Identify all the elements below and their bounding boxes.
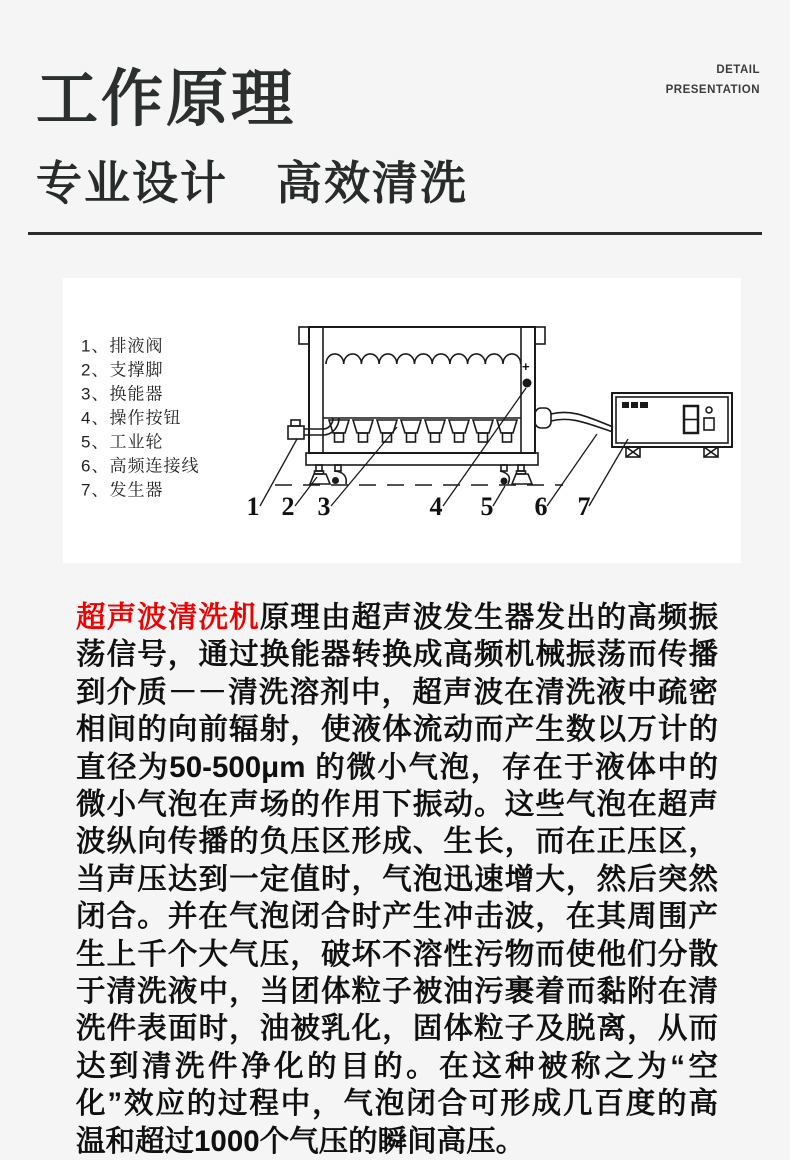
power-button-icon bbox=[704, 418, 714, 430]
paragraph-line: 达到清洗件净化的目的。在这种被称之为“空 bbox=[76, 1049, 718, 1083]
callout-6: 6 bbox=[534, 492, 548, 521]
tank-flange-left bbox=[299, 327, 309, 344]
generator-foot-left bbox=[626, 447, 640, 457]
legend-item-5: 5、工业轮 bbox=[81, 432, 164, 452]
paragraph-line: 直径为50-500μm 的微小气泡，存在于液体中的 bbox=[76, 750, 718, 784]
page-subtitle: 专业设计 高效清洗 bbox=[36, 157, 468, 209]
legend-item-1: 1、排液阀 bbox=[81, 336, 164, 356]
legend-item-3: 3、换能器 bbox=[81, 384, 164, 404]
plus-mark: + bbox=[522, 359, 530, 374]
paragraph-line: 相间的向前辐射，使液体流动而产生数以万计的 bbox=[76, 713, 718, 747]
indicator-lamp-icon bbox=[706, 407, 712, 413]
knob-icon bbox=[523, 379, 532, 388]
leader-lines bbox=[260, 388, 628, 506]
callout-7: 7 bbox=[577, 492, 591, 521]
paragraph-text: 原理由超声波发生器发出的高频振 bbox=[259, 601, 718, 634]
legend-item-4: 4、操作按钮 bbox=[81, 408, 182, 428]
corner-caption-line2: PRESENTATION bbox=[665, 84, 760, 96]
legend-item-6: 6、高频连接线 bbox=[81, 456, 200, 476]
ultrasonic-cleaner-diagram bbox=[63, 278, 741, 563]
paragraph-line: 闭合。并在气泡闭合时产生冲击波，在其周围产 bbox=[76, 900, 718, 934]
callout-5: 5 bbox=[480, 492, 494, 521]
generator-brand-mark bbox=[622, 402, 648, 408]
support-feet bbox=[310, 465, 532, 485]
paragraph-line: 荡信号，通过换能器转换成高频机械振荡而传播 bbox=[76, 638, 718, 672]
paragraph-line: 洗件表面时，油被乳化，固体粒子及脱离，从而 bbox=[76, 1012, 718, 1046]
highlight-term: 超声波清洗机 bbox=[76, 601, 260, 634]
paragraph-line: 波纵向传播的负压区形成、生长，而在正压区， bbox=[76, 825, 718, 859]
paragraph-line: 化”效应的过程中，气泡闭合可形成几百度的高 bbox=[76, 1087, 718, 1121]
paragraph-line: 生上千个大气压，破坏不溶性污物而使他们分散 bbox=[76, 937, 718, 971]
page-title: 工作原理 bbox=[36, 65, 297, 134]
tank-flange-right bbox=[535, 327, 545, 344]
legend-item-7: 7、发生器 bbox=[81, 480, 164, 500]
callout-4: 4 bbox=[429, 492, 443, 521]
callout-3: 3 bbox=[317, 492, 331, 521]
operation-knob bbox=[522, 359, 532, 388]
paragraph-line: 到介质－－清洗溶剂中，超声波在清洗液中疏密 bbox=[76, 675, 718, 709]
callout-2: 2 bbox=[281, 492, 295, 521]
paragraph-line: 于清洗液中，当团体粒子被油污裹着而黏附在清 bbox=[76, 975, 718, 1009]
callout-numbers bbox=[247, 492, 591, 521]
paragraph-line: 当声压达到一定值时，气泡迅速增大，然后突然 bbox=[76, 862, 718, 896]
corner-caption bbox=[666, 60, 760, 100]
cleaning-tank bbox=[299, 327, 545, 465]
generator-foot-right bbox=[704, 447, 718, 457]
diagram-panel bbox=[63, 278, 741, 563]
section-divider bbox=[28, 232, 762, 235]
parts-legend bbox=[81, 336, 199, 499]
paragraph-line bbox=[76, 599, 718, 636]
cable-gland bbox=[535, 408, 551, 428]
paragraph-line: 微小气泡在声场的作用下振动。这些气泡在超声 bbox=[76, 788, 718, 822]
transducer-row bbox=[329, 420, 517, 442]
liquid-wave-line bbox=[326, 354, 521, 364]
generator-box bbox=[612, 393, 732, 457]
corner-caption-line1: DETAIL bbox=[716, 64, 760, 76]
paragraph-line: 温和超过1000个气压的瞬间高压。 bbox=[76, 1124, 526, 1158]
principle-paragraph bbox=[76, 599, 718, 1160]
callout-1: 1 bbox=[246, 492, 260, 521]
hf-cable bbox=[551, 412, 613, 432]
legend-item-2: 2、支撑脚 bbox=[81, 360, 164, 380]
